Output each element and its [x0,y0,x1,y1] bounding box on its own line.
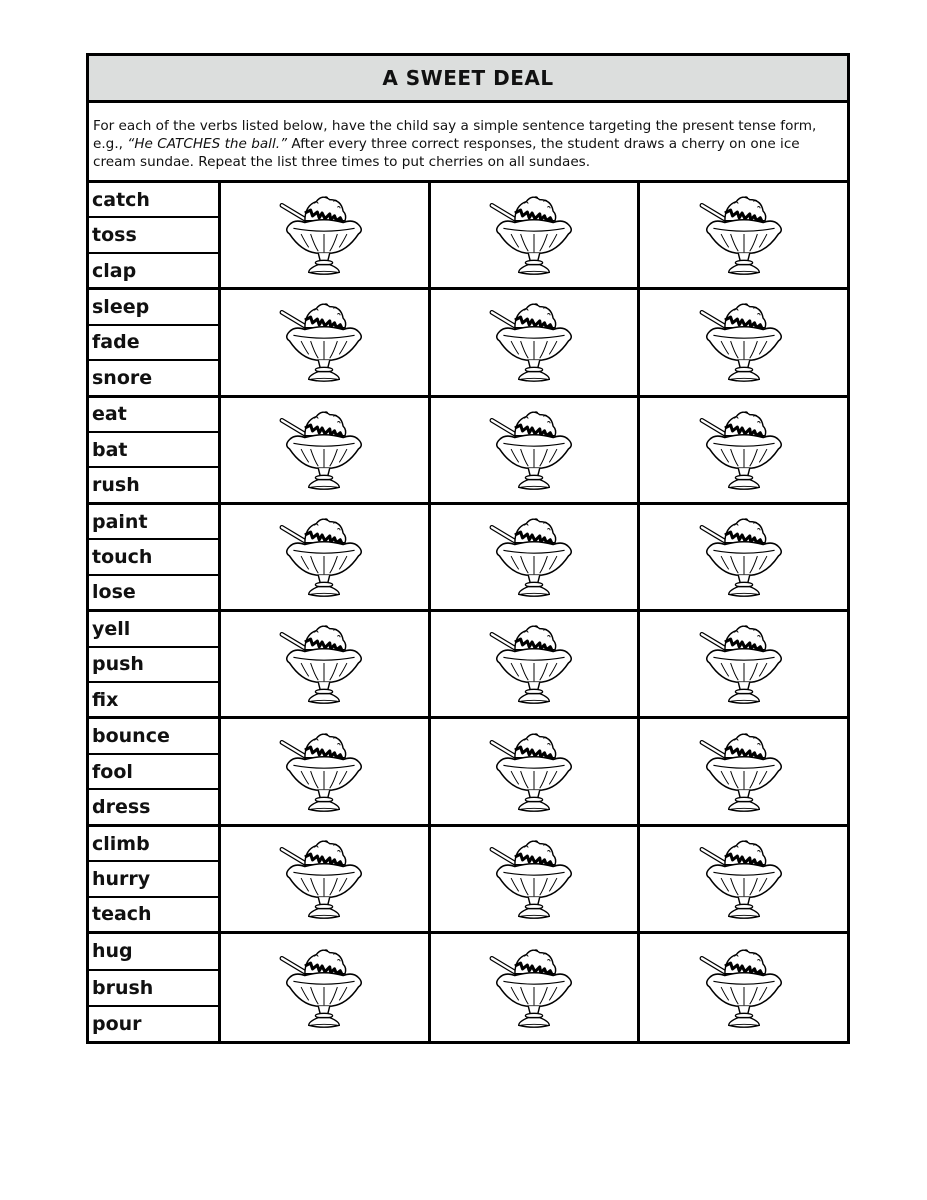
verb-list [89,183,221,287]
verb: fade [89,326,218,361]
verb: pour [92,1013,142,1036]
verb-list [89,934,221,1041]
ice-cream-sundae-icon [276,514,372,600]
verb: bounce [89,719,218,754]
verb-group [89,183,847,290]
sundae-cell[interactable] [431,183,641,287]
verb: clap [92,259,137,282]
sundae-cell[interactable] [640,183,847,287]
verb: eat [89,398,218,433]
verb: yell [89,612,218,647]
verb: bat [89,433,218,468]
verb: snore [92,366,153,389]
ice-cream-sundae-icon [696,407,792,493]
sundae-cell[interactable] [431,290,641,394]
ice-cream-sundae-icon [696,299,792,385]
verb: fix [92,688,119,711]
verb: paint [89,505,218,540]
verb-group [89,719,847,826]
verb: rush [92,474,140,497]
sundae-cell[interactable] [221,827,431,931]
sundae-cell[interactable] [221,183,431,287]
verb: fool [89,755,218,790]
ice-cream-sundae-icon [696,514,792,600]
ice-cream-sundae-icon [696,192,792,278]
verb: brush [89,971,218,1007]
sundae-cell[interactable] [221,934,431,1041]
sundae-cell[interactable] [431,612,641,716]
ice-cream-sundae-icon [696,945,792,1031]
verb: teach [92,903,152,926]
ice-cream-sundae-icon [486,192,582,278]
ice-cream-sundae-icon [696,836,792,922]
verb: touch [89,540,218,575]
ice-cream-sundae-icon [276,299,372,385]
sundae-cell[interactable] [221,719,431,823]
sundae-cell[interactable] [640,612,847,716]
ice-cream-sundae-icon [486,836,582,922]
verb-grid [89,183,847,1041]
sundae-cell[interactable] [431,505,641,609]
sundae-cell[interactable] [640,827,847,931]
verb-list [89,398,221,502]
verb: catch [89,183,218,218]
sundae-cell[interactable] [431,719,641,823]
verb: lose [92,581,136,604]
verb-group [89,934,847,1041]
instructions-text-2: After every three correct responses, the student draws a cherry on one ice cream sundae. Repeat the list three times to put cherries on all sundaes. [93,136,800,170]
ice-cream-sundae-icon [696,729,792,815]
ice-cream-sundae-icon [486,299,582,385]
sundae-cell[interactable] [431,398,641,502]
verb-group [89,827,847,934]
verb-list [89,290,221,394]
instructions [89,103,847,183]
ice-cream-sundae-icon [276,407,372,493]
verb-group [89,290,847,397]
sundae-cell[interactable] [640,290,847,394]
verb-list [89,505,221,609]
verb: hurry [89,862,218,897]
ice-cream-sundae-icon [486,621,582,707]
verb-list [89,612,221,716]
instructions-text: For each of the verbs listed below, have the child say a simple sentence targeting the present tense form, e.g., [93,118,817,152]
verb: sleep [89,290,218,325]
verb: hug [89,934,218,970]
verb-group [89,505,847,612]
ice-cream-sundae-icon [276,836,372,922]
instructions-example: “He CATCHES the ball.” [127,136,288,152]
title-bar [89,56,847,103]
sundae-cell[interactable] [640,505,847,609]
sundae-cell[interactable] [431,934,641,1041]
verb-group [89,398,847,505]
verb-list [89,827,221,931]
ice-cream-sundae-icon [486,514,582,600]
sundae-cell[interactable] [221,398,431,502]
ice-cream-sundae-icon [486,729,582,815]
ice-cream-sundae-icon [276,192,372,278]
sundae-cell[interactable] [221,612,431,716]
ice-cream-sundae-icon [696,621,792,707]
verb-group [89,612,847,719]
verb: push [89,648,218,683]
worksheet [86,53,850,1044]
sundae-cell[interactable] [640,719,847,823]
ice-cream-sundae-icon [486,945,582,1031]
verb: dress [92,796,151,819]
verb-list [89,719,221,823]
sundae-cell[interactable] [640,934,847,1041]
ice-cream-sundae-icon [276,729,372,815]
sundae-cell[interactable] [431,827,641,931]
verb: toss [89,218,218,253]
verb: climb [89,827,218,862]
ice-cream-sundae-icon [486,407,582,493]
sundae-cell[interactable] [221,505,431,609]
sundae-cell[interactable] [221,290,431,394]
sundae-cell[interactable] [640,398,847,502]
ice-cream-sundae-icon [276,945,372,1031]
worksheet-title: A SWEET DEAL [382,66,554,90]
ice-cream-sundae-icon [276,621,372,707]
